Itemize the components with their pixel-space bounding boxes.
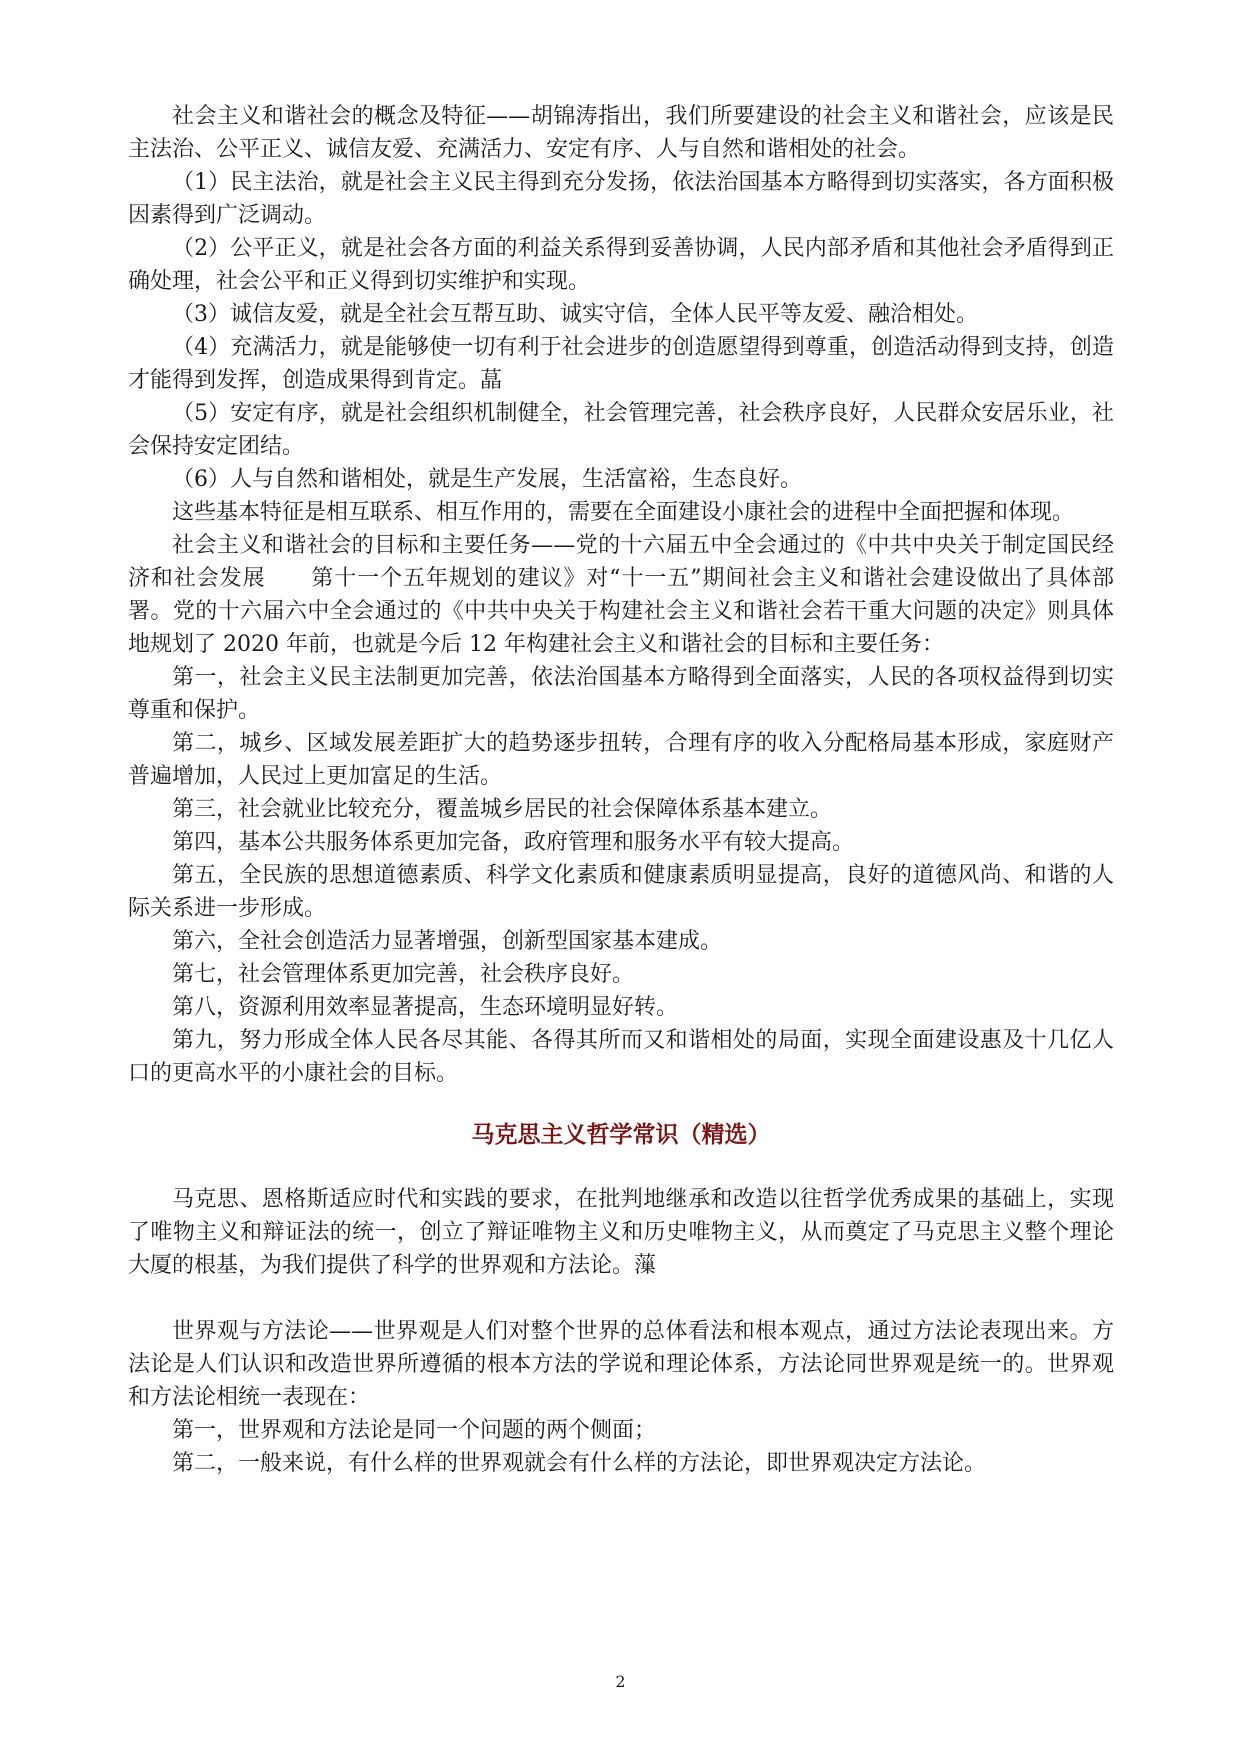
paragraph: （6）人与自然和谐相处，就是生产发展，生活富裕，生态良好。: [172, 467, 802, 492]
paragraph: 第二，城乡、区域发展差距扩大的趋势逐步扭转，合理有序的收入分配格局基本形成，家庭财产普遍增加，人民过上更加富足的生活。: [128, 731, 1114, 789]
paragraph: 第七，社会管理体系更加完善，社会秩序良好。: [172, 962, 635, 987]
paragraph: （1）民主法治，就是社会主义民主得到充分发扬，依法治国基本方略得到切实落实，各方面积极因素得到广泛调动。: [128, 170, 1114, 228]
paragraph: 第二，一般来说，有什么样的世界观就会有什么样的方法论，即世界观决定方法论。: [172, 1451, 987, 1476]
paragraph: 第八，资源利用效率显著提高，生态环境明显好转。: [172, 995, 679, 1020]
paragraph: 第三，社会就业比较充分，覆盖城乡居民的社会保障体系基本建立。: [172, 797, 833, 822]
paragraph: 社会主义和谐社会的目标和主要任务——党的十六届五中全会通过的《中共中央关于制定国民经济和社会发展 第十一个五年规划的建议》对“十一五”期间社会主义和谐社会建设做出了具体部署。党的十六届六中全会通过的《中共中央关于构建社会主义和谐社会若干重大问题的决定》则具体地规划了 2020 年前，也就是今后 12 年构建社会主义和谐社会的目标和主要任务：: [128, 533, 1114, 657]
paragraph: 这些基本特征是相互联系、相互作用的，需要在全面建设小康社会的进程中全面把握和体现。: [172, 500, 1075, 525]
paragraph: （4）充满活力，就是能够使一切有利于社会进步的创造愿望得到尊重，创造活动得到支持，创造才能得到发挥，创造成果得到肯定。蕌: [128, 335, 1114, 393]
paragraph: 世界观与方法论——世界观是人们对整个世界的总体看法和根本观点，通过方法论表现出来。方法论是人们认识和改造世界所遵循的根本方法的学说和理论体系，方法论同世界观是统一的。世界观和方法论相统一表现在：: [128, 1319, 1114, 1410]
paragraph: 社会主义和谐社会的概念及特征——胡锦涛指出，我们所要建设的社会主义和谐社会，应该是民主法治、公平正义、诚信友爱、充满活力、安定有序、人与自然和谐相处的社会。: [128, 104, 1114, 162]
paragraph: （5）安定有序，就是社会组织机制健全，社会管理完善，社会秩序良好，人民群众安居乐业，社会保持安定团结。: [128, 401, 1114, 459]
paragraph: （3）诚信友爱，就是全社会互帮互助、诚实守信，全体人民平等友爱、融洽相处。: [172, 302, 978, 327]
paragraph: 第六，全社会创造活力显著增强，创新型国家基本建成。: [172, 929, 723, 954]
paragraph: 马克思、恩格斯适应时代和实践的要求，在批判地继承和改造以往哲学优秀成果的基础上，实现了唯物主义和辩证法的统一，创立了辩证唯物主义和历史唯物主义，从而奠定了马克思主义整个理论大厦的根基，为我们提供了科学的世界观和方法论。薻: [128, 1187, 1114, 1278]
paragraph: （2）公平正义，就是社会各方面的利益关系得到妥善协调，人民内部矛盾和其他社会矛盾得到正确处理，社会公平和正义得到切实维护和实现。: [128, 236, 1114, 294]
spacer: [128, 1090, 1114, 1118]
paragraph: 第一，世界观和方法论是同一个问题的两个侧面；: [172, 1418, 657, 1443]
paragraph: 第四，基本公共服务体系更加完备，政府管理和服务水平有较大提高。: [172, 830, 855, 855]
section-title: 马克思主义哲学常识（精选）: [471, 1121, 771, 1148]
page-number: 2: [615, 1672, 626, 1691]
paragraph: 第一，社会主义民主法制更加完善，依法治国基本方略得到全面落实，人民的各项权益得到切实尊重和保护。: [128, 665, 1114, 723]
page-content: [128, 100, 1114, 1480]
paragraph: 第五，全民族的思想道德素质、科学文化素质和健康素质明显提高，良好的道德风尚、和谐的人际关系进一步形成。: [128, 863, 1114, 921]
paragraph: 第九，努力形成全体人民各尽其能、各得其所而又和谐相处的局面，实现全面建设惠及十几亿人口的更高水平的小康社会的目标。: [128, 1028, 1114, 1086]
